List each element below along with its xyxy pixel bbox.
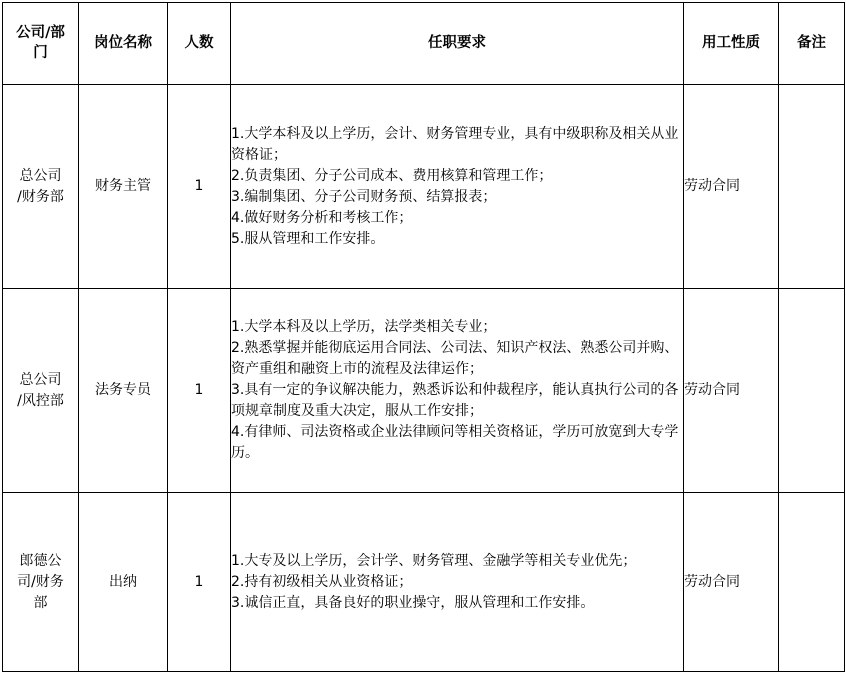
table-row bbox=[3, 85, 845, 289]
requirement-item: 4.有律师、司法资格或企业法律顾问等相关资格证，学历可放宽到大专学历。 bbox=[231, 424, 679, 461]
header-requirements: 任职要求 bbox=[231, 3, 684, 85]
table-row bbox=[3, 289, 845, 493]
employment-cell: 劳动合同 bbox=[684, 493, 779, 672]
requirement-item: 1.大学本科及以上学历，法学类相关专业； bbox=[231, 319, 497, 335]
title-cell: 出纳 bbox=[79, 493, 168, 672]
requirement-item: 3.诚信正直，具备良好的职业操守，服从管理和工作安排。 bbox=[231, 594, 595, 611]
remarks-cell bbox=[779, 493, 845, 672]
header-count: 人数 bbox=[168, 3, 231, 85]
count-cell: 1 bbox=[168, 289, 231, 493]
requirements-cell bbox=[231, 493, 684, 672]
count-cell: 1 bbox=[168, 85, 231, 289]
header-dept: 公司/部门 bbox=[3, 3, 79, 85]
requirement-item: 1.大学本科及以上学历，会计、财务管理专业，具有中级职称及相关从业资格证； bbox=[231, 125, 679, 163]
title-cell: 法务专员 bbox=[79, 289, 168, 493]
remarks-cell bbox=[779, 289, 845, 493]
requirement-item: 1.大专及以上学历，会计学、财务管理、金融学等相关专业优先； bbox=[231, 552, 637, 569]
requirement-item: 2.熟悉掌握并能彻底运用合同法、公司法、知识产权法、熟悉公司并购、资产重组和融资上市的流程及法律运作； bbox=[231, 340, 679, 377]
requirements-cell bbox=[231, 85, 684, 289]
requirement-item: 4.做好财务分析和考核工作； bbox=[231, 209, 413, 226]
count-cell: 1 bbox=[168, 493, 231, 672]
table-row bbox=[3, 493, 845, 672]
employment-cell: 劳动合同 bbox=[684, 289, 779, 493]
requirements-cell bbox=[231, 289, 684, 493]
requirement-item: 2.负责集团、分子公司成本、费用核算和管理工作； bbox=[231, 167, 553, 184]
employment-cell: 劳动合同 bbox=[684, 85, 779, 289]
header-remarks: 备注 bbox=[779, 3, 845, 85]
requirement-item: 5.服从管理和工作安排。 bbox=[231, 230, 385, 247]
title-cell: 财务主管 bbox=[79, 85, 168, 289]
dept-cell: 郎德公 司/财务 部 bbox=[3, 493, 79, 672]
header-employment: 用工性质 bbox=[684, 3, 779, 85]
requirement-item: 3.编制集团、分子公司财务预、结算报表； bbox=[231, 188, 497, 205]
dept-cell: 总公司 /财务部 bbox=[3, 85, 79, 289]
header-row bbox=[3, 3, 845, 85]
job-table bbox=[2, 2, 845, 672]
requirement-item: 3.具有一定的争议解决能力，熟悉诉讼和仲裁程序，能认真执行公司的各项规章制度及重大决定，服从工作安排； bbox=[231, 382, 679, 419]
requirement-item: 2.持有初级相关从业资格证； bbox=[231, 573, 413, 590]
remarks-cell bbox=[779, 85, 845, 289]
dept-cell: 总公司 /风控部 bbox=[3, 289, 79, 493]
header-title: 岗位名称 bbox=[79, 3, 168, 85]
